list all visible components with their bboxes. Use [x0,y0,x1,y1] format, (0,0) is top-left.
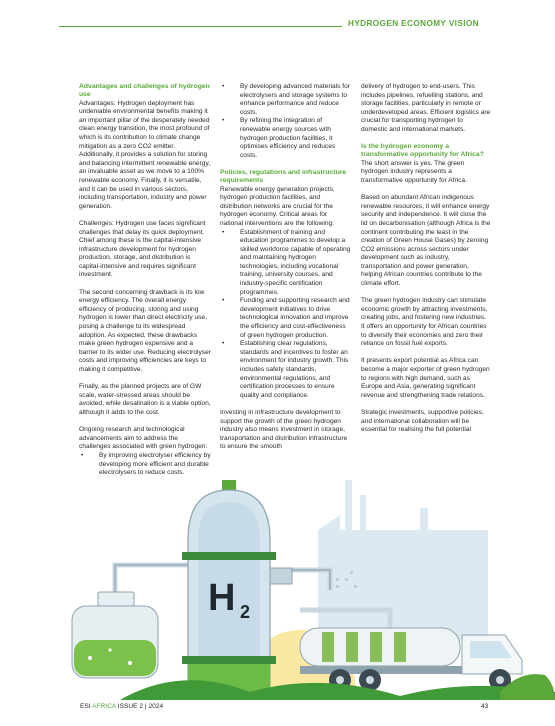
paragraph: Renewable energy generation projects, hydrogen production facilities, and distribution networks are crucial for the hydrogen economy. Critical areas for national interventions are the following: [220,185,335,227]
tanker-truck [300,628,522,691]
paragraph: The second concerning drawback is its low energy efficiency. The overall energy efficiency of producing, storing and using hydrogen is lower than direct electricity use, posing a challenge to its widespread adoption. As expected, these drawbacks make green hydrogen expensive and a barrier to its wider use. Reducing electrolyser costs and improving efficiencies are keys to making it competitive. [79,288,211,373]
column-1 [79,83,211,486]
flask-tank [72,592,158,678]
bullet-list [220,83,352,160]
paragraph: Investing in infrastructure development to support the growth of the green hydrogen industry also means investment in storage, transportation and distribution infrastructure to ensure the smooth [220,408,348,451]
paragraph: It presents export potential as Africa can become a major exporter of green hydrogen to regions with high demand, such as Europe and Asia, generating significant revenue and strengthening trade relations. [361,357,490,399]
list-item: • By improving electrolyser efficiency by developing more efficient and durable electrolysers to reduce costs. [79,452,211,478]
page-number: 43 [481,703,489,710]
paragraph: Ongoing research and technological advancements aim to address the challenges associated with green hydrogen: [79,426,208,451]
issue-label: ISSUE 2 | 2024 [117,703,164,710]
paragraph: Finally, as the planned projects are of GW scale, water-stressed areas should be avoided, while desalination is a viable option, although it adds to the cost. [79,383,211,416]
publication-accent: AFRICA [92,703,116,710]
column-3 [361,83,491,443]
list-item: • By refining the integration of renewable energy sources with hydrogen production facilities, it optimises efficiency and reduces costs. [220,117,352,160]
hydrogen-illustration [0,460,555,700]
list-item: • Establishment of training and education programmes to develop a skilled workforce capable of operating and maintaining hydrogen technologies, including vocational training, university courses, and industry-specific certification programmes. [220,229,352,298]
list-item: • Establishing clear regulations, standards and incentives to foster an environment for industry growth. This includes safety standards, environmental regulations, and certification processes to ensure quality and compliance. [220,340,352,400]
h2-subscript: 2 [240,602,251,622]
publication-name: ESI [80,703,91,710]
paragraph: The short answer is yes. The green hydrogen industry represents a transformative opportunity for Africa. [361,159,467,184]
column-2 [220,83,352,461]
list-item: • By developing advanced materials for electrolysers and storage systems to enhance performance and reduce costs. [220,83,352,117]
paragraph: The green hydrogen industry can stimulate economic growth by attracting investments, creating jobs, and fostering new industries. It offers an opportunity for African countries to diversify their economies and zero their reliance on fossil fuel exports. [361,297,488,348]
paragraph: Strategic investments, supportive policies, and international collaboration will be essential for realising the full potential [361,408,484,434]
h2-label: H [208,577,236,619]
heading-africa-opportunity: Is the hydrogen economy a transformative opportunity for Africa? [361,143,484,159]
paragraph: delivery of hydrogen to end-users. This includes pipelines, refuelling stations, and storage facilities, particularly in remote or underdeveloped areas. Efficient logistics are crucial for transporting hydrogen to domestic and international markets. [361,83,491,133]
paragraph: Challenges: Hydrogen use faces significant challenges that delay its quick deployment. Chief among these is the capital-intensive infrastructure development for hydrogen production, storage, and distribution is capital-intensive and requires significant investment. [79,219,206,279]
factory-silhouette [318,480,488,640]
footer-publication [80,703,163,710]
section-title: HYDROGEN ECONOMY VISION [342,19,555,28]
heading-policies: Policies, regulations and infrastructure requirements [220,168,347,185]
bullet-list [220,229,352,401]
paragraph: Based on abundant African indigenous renewable resources, it will enhance energy security and independence. It will close the lid on decarbonisation (although Africa is the continent contributing the least in the creation of Green House Gases) by zeroing CO2 emissions across sectors under development such as industry, transportation and power generation, helping African countries contribute to the climate effort. [361,194,491,288]
paragraph: Advantages: Hydrogen deployment has undeniable environmental benefits making it an important pillar of the desperately needed clean energy transition, the most profound of which is its contribution to climate change mitigation as a zero CO2 emitter. Additionally, it provides a solution for storing and balancing intermittent renewable energy, an invaluable asset as we move to a 100% renewable economy. Finally, it is versatile, and it can be used in various sectors, including transportation, industry and power generation. [79,99,211,210]
heading-advantages: Advantages and challenges of hydrogen use [79,83,210,99]
list-item: • Funding and supporting research and development initiatives to drive technological innovation and improve the efficiency and cost-effectiveness of green hydrogen production. [220,297,352,340]
